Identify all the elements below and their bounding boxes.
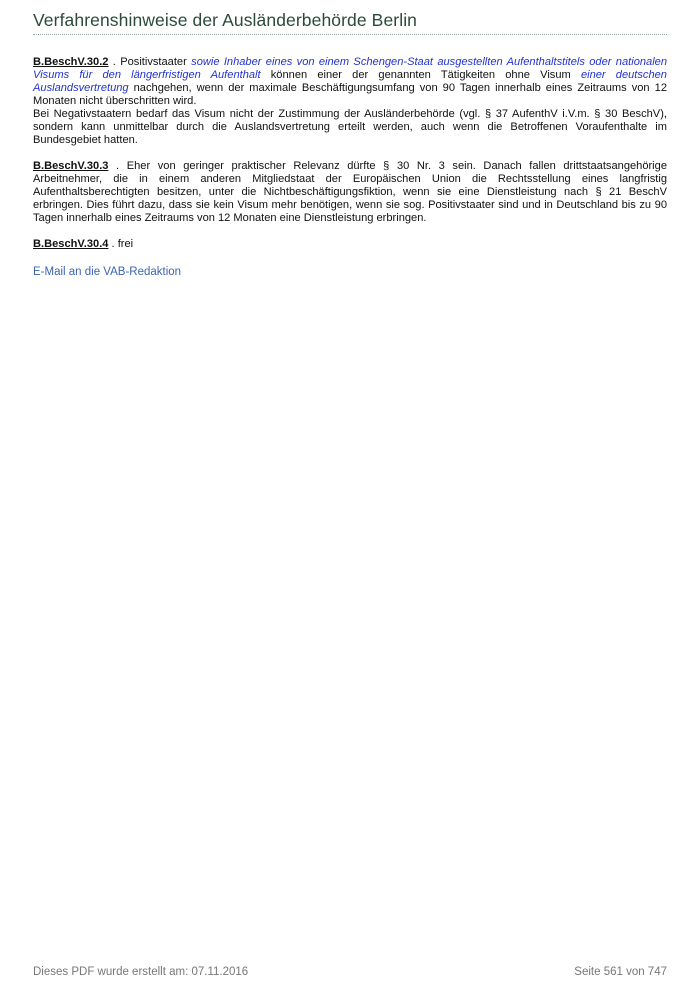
section-text: können einer der genannten Tätigkeiten ohne Visum [260, 69, 581, 81]
section-30-3-paragraph [33, 160, 667, 225]
page-header [33, 10, 667, 35]
section-text: nachgehen, wenn der maximale Beschäftigungsumfang von 90 Tagen innerhalb eines Zeitraums von 12 Monaten nicht überschritten wird. [33, 82, 667, 107]
footer-created-date: Dieses PDF wurde erstellt am: 07.11.2016 [33, 966, 249, 978]
amendment-text: sowie Inhaber eines von einem Schengen-Staat ausgestellten Aufenthaltstitels oder nationalen Visums für den längerfristigen Aufenthalt [33, 56, 668, 81]
section-30-4-paragraph [33, 238, 667, 251]
section-30-2-paragraph-1 [33, 56, 667, 108]
section-30-3 [33, 160, 667, 225]
section-30-2 [33, 56, 667, 147]
section-30-4 [33, 238, 667, 251]
email-editorial-link[interactable]: E-Mail an die VAB-Redaktion [33, 266, 182, 278]
section-ref-link[interactable]: B.BeschV.30.3 [33, 160, 109, 172]
section-ref-link[interactable]: B.BeschV.30.2 [33, 56, 109, 68]
section-ref-link[interactable]: B.BeschV.30.4 [33, 238, 109, 250]
amendment-text: einer deutschen Auslandsvertretung [33, 69, 667, 94]
footer-page-number: Seite 561 von 747 [574, 966, 667, 978]
section-30-2-paragraph-2: Bei Negativstaatern bedarf das Visum nicht der Zustimmung der Ausländerbehörde (vgl. § 37 AufenthV i.V.m. § 30 BeschV), sondern kann unmittelbar durch die Auslandsvertretung erteilt werden, auch wenn die Betroffenen Voraufenthalte im Bundesgebiet hatten. [33, 108, 667, 146]
section-text: . Eher von geringer praktischer Relevanz dürfte § 30 Nr. 3 sein. Danach fallen drittstaatsangehörige Arbeitnehmer, die in einem anderen Mitgliedstaat der Europäischen Union die Rechtsstellung eines langfristig Aufenthaltsberechtigten besitzen, unter die Nichtbeschäftigungsfiktion, wenn sie eine Dienstleistung nach § 21 BeschV erbringen. Dies führt dazu, dass sie kein Visum mehr benötigen, wenn sie sog. Positivstaater sind und in Deutschland bis zu 90 Tagen innerhalb eines Zeitraums von 12 Monaten eine Dienstleistung erbringen. [33, 160, 667, 224]
section-text: . Positivstaater [108, 56, 192, 68]
page-title: Verfahrenshinweise der Ausländerbehörde Berlin [33, 10, 418, 30]
section-text: . frei [108, 238, 134, 250]
document-body [33, 56, 667, 279]
